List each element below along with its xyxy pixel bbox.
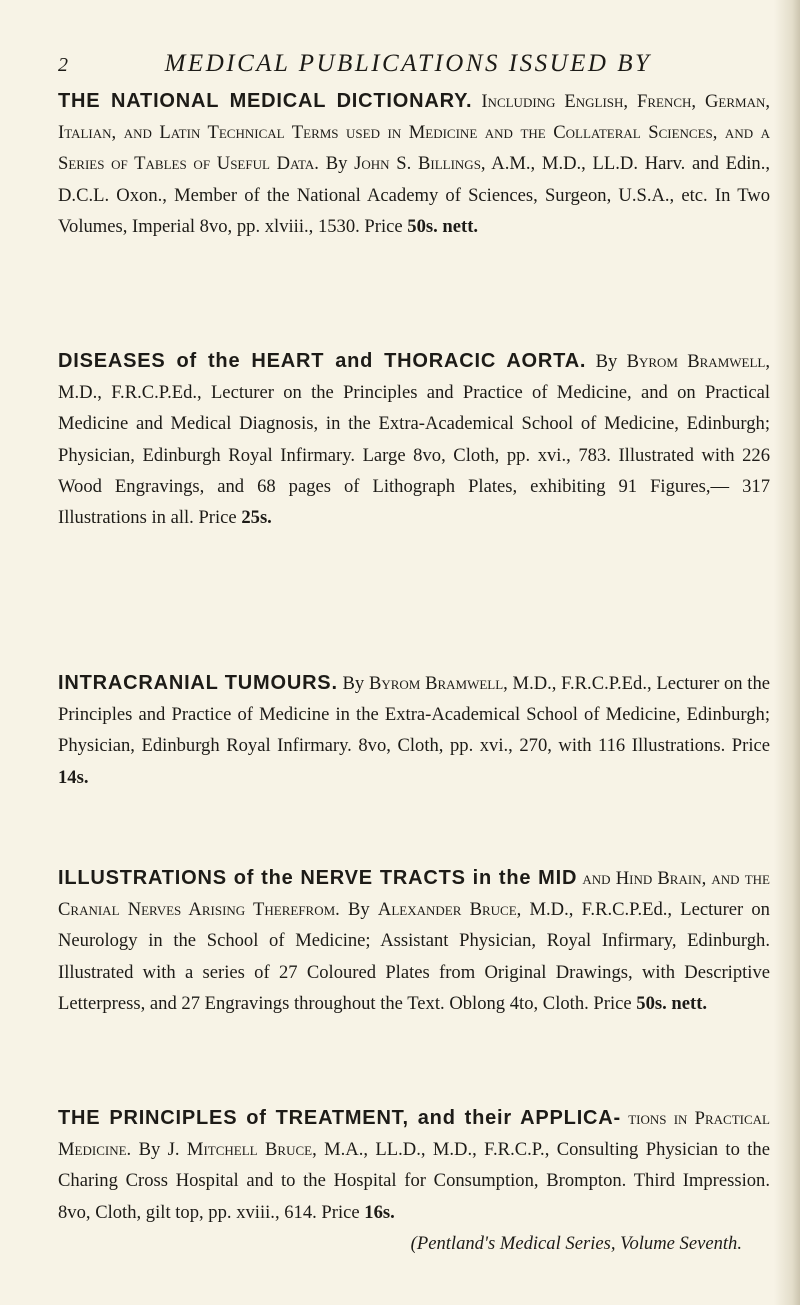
entry-diseases-of-the-heart xyxy=(58,346,770,533)
entry-illustrations-of-the-nerve-tracts xyxy=(58,863,770,1019)
entry-by: By xyxy=(138,1139,161,1161)
entry-title: THE PRINCIPLES of TREATMENT, and their APPLICA- xyxy=(58,1107,622,1129)
entry-by: By xyxy=(342,673,365,694)
entry-author: Byrom Bramwell, M.D., xyxy=(368,673,557,694)
entry-author: J. Mitchell Bruce, M.A., xyxy=(167,1139,369,1161)
entry-price: 14s. xyxy=(58,766,89,788)
entry-title: INTRACRANIAL TUMOURS. xyxy=(58,672,338,694)
entry-principles-of-treatment xyxy=(58,1103,770,1259)
entry-subtitle: and Hind Brain, and the Cranial Nerves Arising Therefrom. xyxy=(58,868,771,921)
entry-subtitle: tions in Practical Medicine. xyxy=(58,1108,770,1161)
entry-series-note: (Pentland's Medical Series, Volume Seventh. xyxy=(410,1232,742,1254)
entry-body: M.D., F.R.C.P.Ed., Lecturer on Neurology in the School of Medicine; Assistant Physician, Royal Infirmary, Edinburgh. Illustrated with a series of 27 Coloured Plates from Original Drawings, with Descriptive Letterpress, and 27 Engravings throughout the Text. Oblong 4to, Cloth. Price xyxy=(58,899,770,1014)
page-number: 2 xyxy=(58,54,68,76)
entry-author: John S. Billings, xyxy=(354,153,486,175)
entry-price: 50s. nett. xyxy=(636,992,708,1014)
entry-price: 25s. xyxy=(241,507,272,529)
entry-by: By xyxy=(325,153,348,175)
running-head: MEDICAL PUBLICATIONS ISSUED BY xyxy=(164,50,652,77)
entry-by: By xyxy=(595,351,618,372)
entry-intracranial-tumours xyxy=(58,668,770,793)
entry-body: A.M., M.D., LL.D. Harv. and Edin., D.C.L. Oxon., Member of the National Academy of Sciences, Surgeon, U.S.A., etc. In Two Volumes, Imperial 8vo, pp. xlviii., 1530. Price xyxy=(58,153,771,237)
entry-national-medical-dictionary xyxy=(58,86,770,242)
page-header xyxy=(58,50,758,90)
entry-title: DISEASES of the HEART and THORACIC AORTA. xyxy=(58,350,587,372)
entry-author: Byrom Bramwell, xyxy=(626,351,770,372)
entry-title: ILLUSTRATIONS of the NERVE TRACTS in the MID xyxy=(58,867,578,889)
entry-price: 16s. xyxy=(364,1201,395,1223)
entry-body: M.D., F.R.C.P.Ed., Lecturer on the Principles and Practice of Medicine, and on Practical Medicine and Medical Diagnosis, in the Extra-Academical School of Medicine, Edinburgh; Physician, Edinburgh Royal Infirmary. Large 8vo, Cloth, pp. xvi., 783. Illustrated with 226 Wood Engravings, and 68 pages of Lithograph Plates, exhibiting 91 Figures,— 317 Illustrations in all. Price xyxy=(58,382,770,529)
entry-by: By xyxy=(348,899,370,921)
entry-title: THE NATIONAL MEDICAL DICTIONARY. xyxy=(58,90,473,112)
entry-body: LL.D., M.D., F.R.C.P., Consulting Physician to the Charing Cross Hospital and to the Hospital for Consumption, Brompton. Third Impression. 8vo, Cloth, gilt top, pp. xviii., 614. Price xyxy=(58,1139,770,1223)
entry-subtitle: Including English, French, German, Italian, and Latin Technical Terms used in Medicine and the Collateral Sciences, and a Series of Tables of Useful Data. xyxy=(58,91,770,175)
entry-author: Alexander Bruce, xyxy=(377,899,522,921)
entry-price: 50s. nett. xyxy=(407,215,479,237)
page-edge-shadow xyxy=(774,0,800,1305)
entry-body: F.R.C.P.Ed., Lecturer on the Principles and Practice of Medicine in the Extra-Academical School of Medicine, Edinburgh; Physician, Edinburgh Royal Infirmary. 8vo, Cloth, pp. xvi., 270, with 116 Illustrations. Price xyxy=(58,673,771,757)
